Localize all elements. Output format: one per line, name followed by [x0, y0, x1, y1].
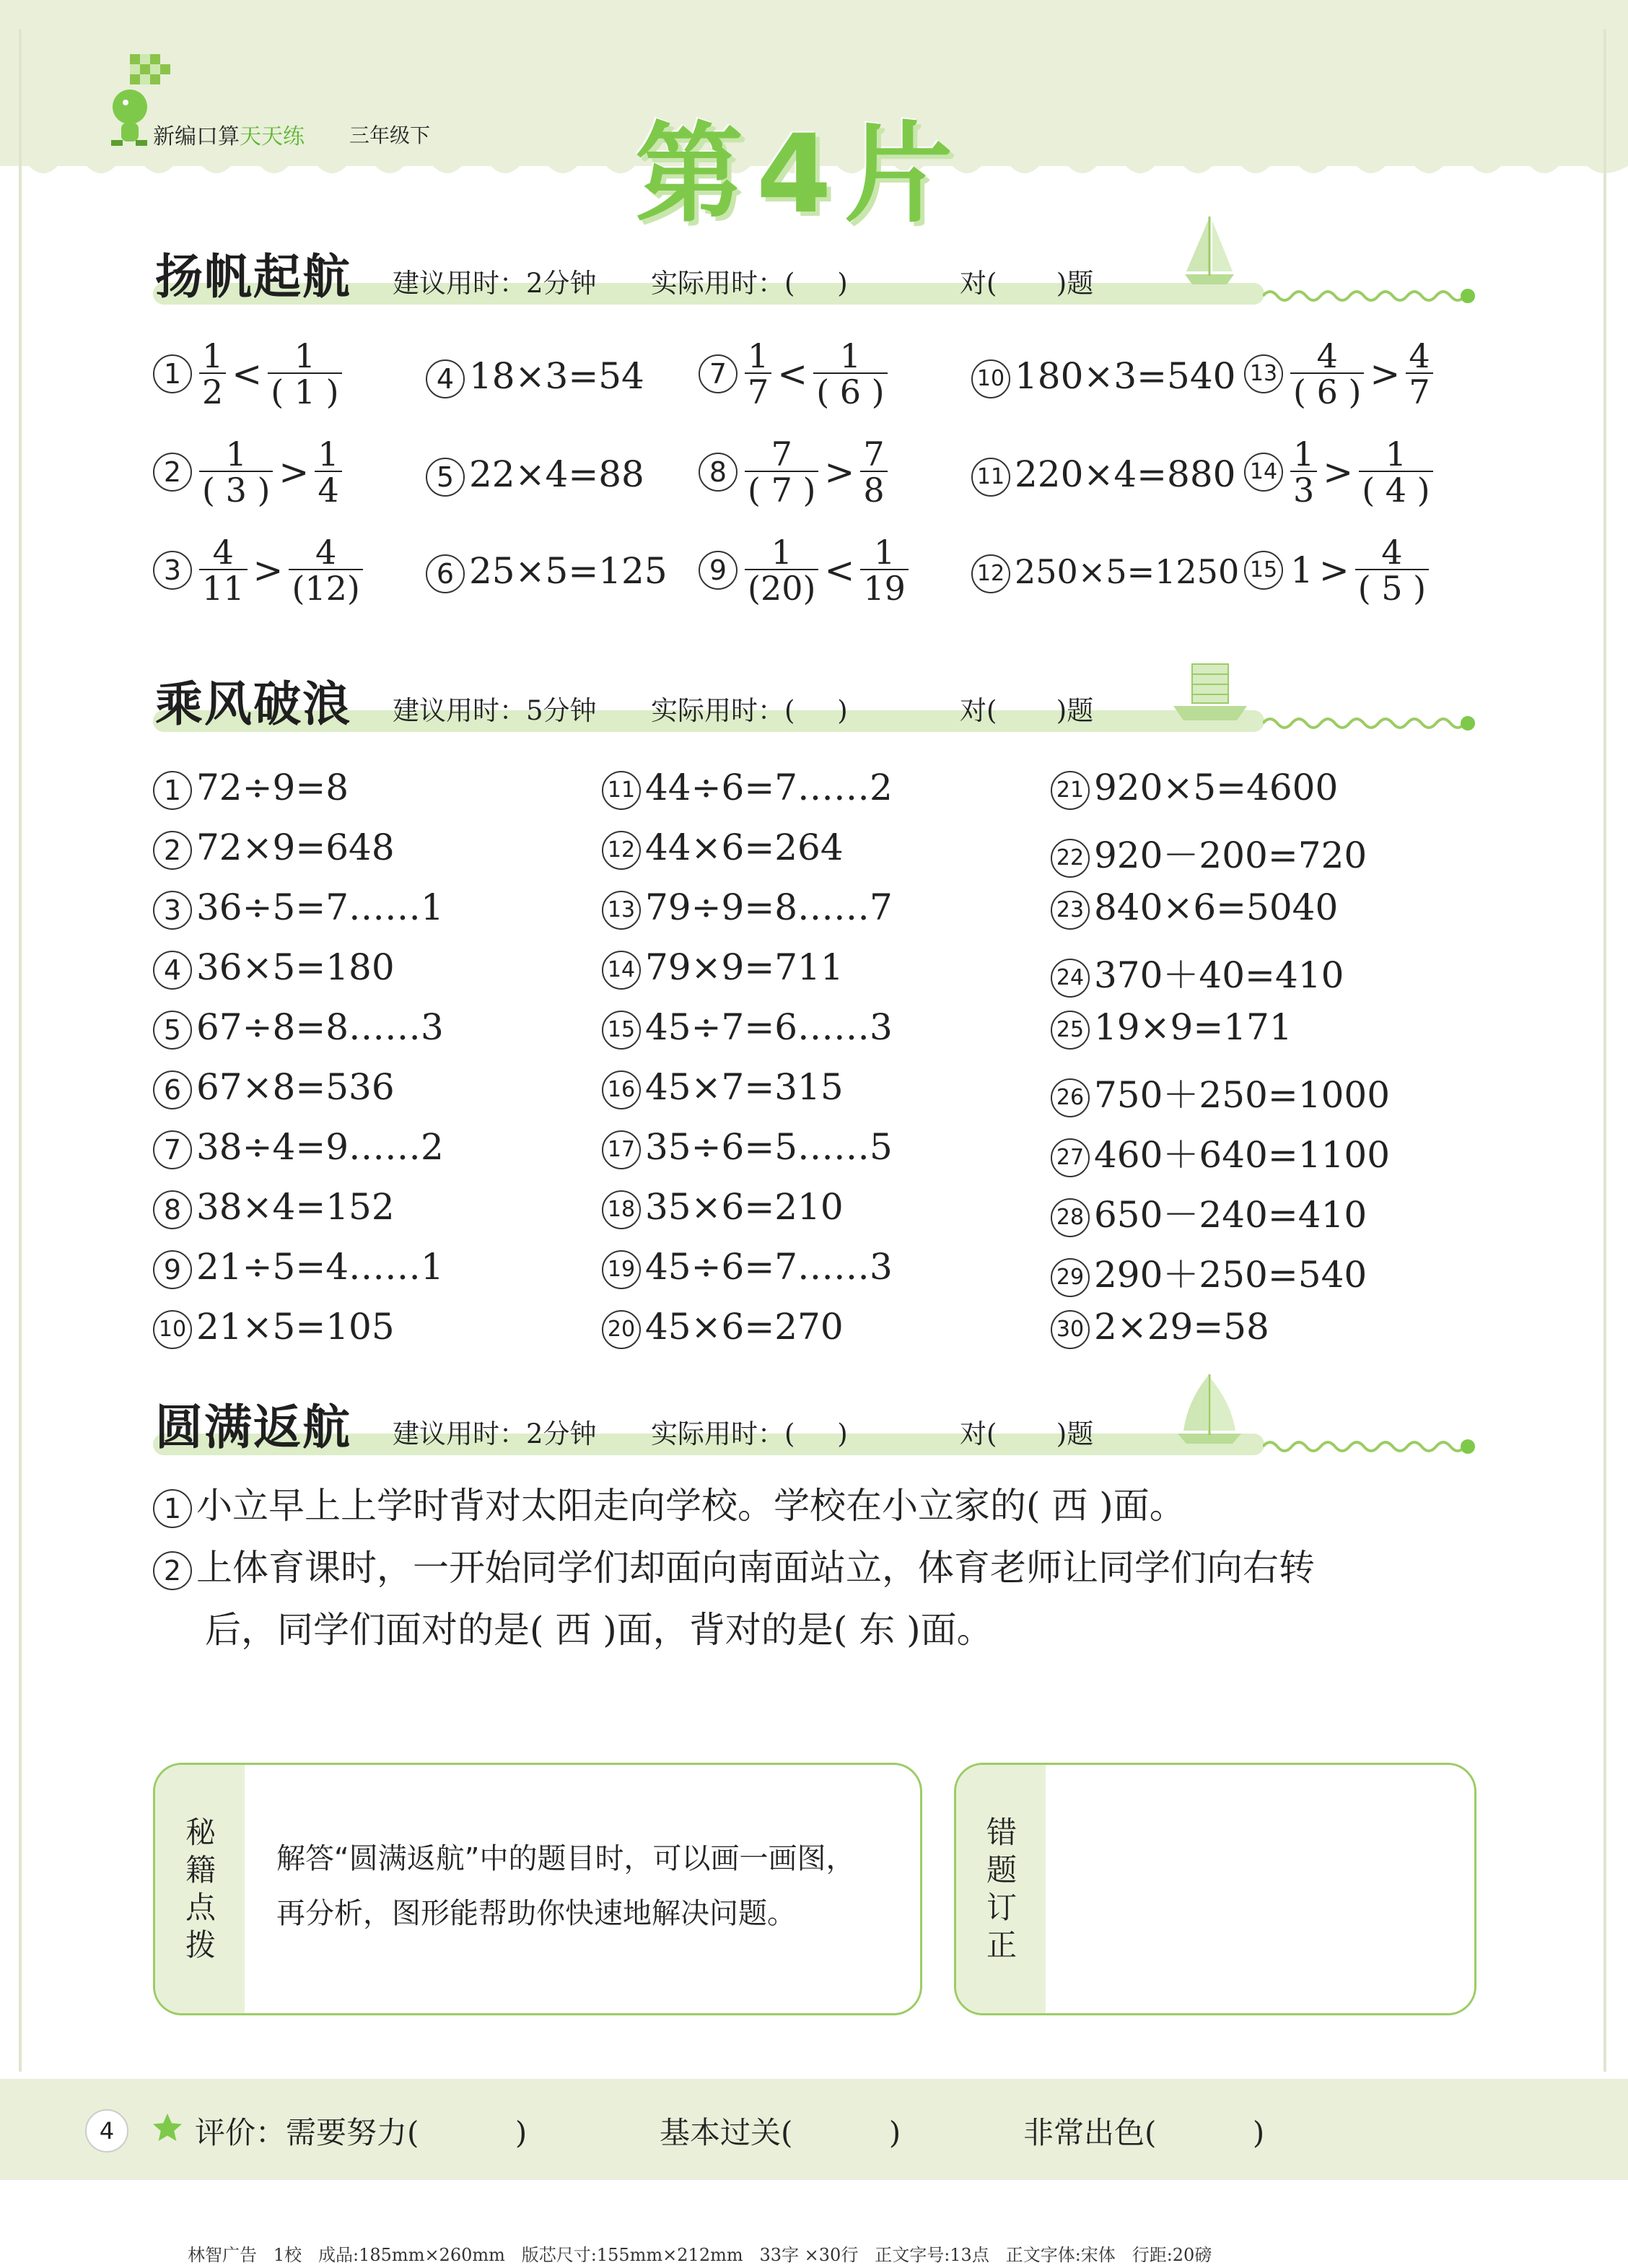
question-number: 20 [602, 1310, 641, 1349]
question-number: 7 [153, 1130, 192, 1169]
s2-q13 [602, 886, 893, 930]
question-number: 15 [602, 1011, 641, 1050]
fraction: $\frac{4}{( 6 )}$ [1290, 339, 1364, 409]
s2-q26 [1051, 1066, 1390, 1118]
expression: 45×6=270 [645, 1306, 844, 1348]
expression: 38×4=152 [196, 1186, 395, 1228]
s2-q24 [1051, 946, 1344, 998]
s1-q10 [971, 355, 1235, 398]
fraction: $\frac{1}{2}$ [199, 339, 226, 409]
question-number: 22 [1051, 839, 1090, 878]
question-number: 16 [602, 1070, 641, 1109]
page-frame-right [1603, 29, 1606, 2072]
s2-q12 [602, 826, 844, 870]
question-number: 7 [699, 354, 738, 393]
fraction: $\frac{1}{( 4 )}$ [1359, 437, 1432, 507]
corrections-box[interactable] [954, 1763, 1476, 2015]
fraction: $\frac{1}{( 3 )}$ [199, 437, 273, 507]
s1-q3: 3 $\frac{4}{11}$ > $\frac{4}{(12)}$ [153, 536, 366, 605]
fraction: $\frac{4}{11}$ [199, 536, 248, 605]
question-number: 9 [699, 551, 738, 590]
expression: 35÷6=5……5 [645, 1126, 893, 1168]
expression: 920－200=720 [1094, 834, 1367, 876]
expression: 45×7=315 [645, 1066, 844, 1108]
question-number: 17 [602, 1130, 641, 1169]
s2-q22 [1051, 826, 1367, 878]
s3-q2-line2: 后，同学们面对的是( 西 )面，背对的是( 东 )面。 [205, 1609, 993, 1651]
expression: 45÷6=7……3 [645, 1246, 893, 1288]
fraction: $\frac{1}{(20)}$ [745, 536, 818, 605]
s2-q4 [153, 946, 395, 990]
expression: 920×5=4600 [1094, 767, 1339, 808]
expression: 370＋40=410 [1094, 954, 1344, 996]
question-number: 5 [153, 1011, 192, 1050]
expression: 750＋250=1000 [1094, 1074, 1391, 1116]
section2-title: 乘风破浪 [155, 676, 351, 732]
question-number: 1 [153, 354, 192, 393]
section1-correct-count: 对( )题 [960, 268, 1094, 299]
s2-q1 [153, 767, 349, 810]
s1-q13: 13 $\frac{4}{( 6 )}$ > $\frac{4}{7}$ [1244, 339, 1436, 409]
fraction: $\frac{1}{7}$ [745, 339, 771, 409]
expression: 21×5=105 [196, 1306, 395, 1348]
question-number: 15 [1244, 551, 1283, 590]
s3-q1 [153, 1477, 1186, 1529]
s1-q8: 8 $\frac{7}{( 7 )}$ > $\frac{7}{8}$ [699, 437, 890, 507]
s2-q6 [153, 1066, 395, 1109]
rating-basic-pass[interactable]: 基本过关( ) [660, 2115, 901, 2150]
fraction: $\frac{7}{( 7 )}$ [745, 437, 818, 507]
question-number: 1 [153, 771, 192, 810]
question-number: 2 [153, 831, 192, 870]
expression: 35×6=210 [645, 1186, 844, 1228]
expression: 840×6=5040 [1094, 886, 1339, 928]
s2-q21 [1051, 767, 1338, 810]
s2-q2 [153, 826, 395, 870]
question-number: 11 [971, 458, 1010, 497]
section3-title: 圆满返航 [155, 1400, 351, 1455]
corrections-label: 错 题 订 正 [986, 1815, 1017, 1963]
s1-q2: 2 $\frac{1}{( 3 )}$ > $\frac{1}{4}$ [153, 437, 345, 507]
s2-q28 [1051, 1186, 1367, 1238]
star-icon [150, 2111, 185, 2145]
section3-correct-count: 对( )题 [960, 1418, 1094, 1449]
expression: 44÷6=7……2 [645, 767, 893, 808]
question-number: 2 [153, 1551, 192, 1590]
s2-q15 [602, 1006, 893, 1050]
section2-suggested-time: 建议用时：5分钟 [393, 695, 597, 726]
section3-wave [1263, 1434, 1479, 1460]
question-number: 6 [426, 554, 465, 593]
s2-q17 [602, 1126, 893, 1169]
question-number: 3 [153, 551, 192, 590]
expression: 2×29=58 [1094, 1306, 1269, 1348]
question-number: 30 [1051, 1310, 1090, 1349]
question-number: 14 [1244, 453, 1283, 492]
s2-q20 [602, 1306, 844, 1349]
expression: 19×9=171 [1094, 1006, 1292, 1048]
expression: 290＋250=540 [1094, 1254, 1367, 1296]
s2-q19 [602, 1246, 893, 1289]
question-number: 4 [426, 359, 465, 398]
s2-q30 [1051, 1306, 1269, 1349]
s2-q9 [153, 1246, 444, 1289]
question-number: 4 [153, 951, 192, 990]
expression: 79×9=711 [645, 946, 844, 988]
question-number: 27 [1051, 1138, 1090, 1177]
section1-suggested-time: 建议用时：2分钟 [393, 268, 597, 299]
section1-actual-time: 实际用时：( ) [651, 268, 848, 299]
s3-q2-line1 [153, 1539, 1315, 1591]
s1-q15: 15 1 > $\frac{4}{( 5 )}$ [1244, 536, 1432, 605]
s1-q9: 9 $\frac{1}{(20)}$ < $\frac{1}{19}$ [699, 536, 911, 605]
question-number: 9 [153, 1250, 192, 1289]
s2-q5 [153, 1006, 444, 1050]
question-number: 13 [1244, 354, 1283, 393]
sailboat-icon [1173, 1371, 1246, 1451]
rating-needs-effort[interactable]: 评价：需要努力( ) [195, 2115, 528, 2150]
fraction: $\frac{1}{19}$ [860, 536, 909, 605]
question-number: 10 [971, 359, 1010, 398]
expression: 25×5=125 [469, 550, 668, 592]
tips-label: 秘 籍 点 拨 [185, 1815, 216, 1963]
s1-q5 [426, 453, 644, 497]
question-text: 上体育课时，一开始同学们却面向南面站立，体育老师让同学们向右转 [196, 1547, 1315, 1589]
expression: 250×5=1250 [1015, 552, 1240, 591]
section3-actual-time: 实际用时：( ) [651, 1418, 848, 1449]
tips-line1: 解答“圆满返航”中的题目时，可以画一画图， [276, 1842, 855, 1875]
expression: 21÷5=4……1 [196, 1246, 444, 1288]
fraction: $\frac{1}{3}$ [1290, 437, 1317, 507]
question-number: 6 [153, 1070, 192, 1109]
expression: 67×8=536 [196, 1066, 395, 1108]
s2-q3 [153, 886, 444, 930]
s2-q23 [1051, 886, 1338, 930]
s2-q29 [1051, 1246, 1367, 1298]
sailboat-icon [1181, 214, 1238, 293]
expression: 72÷9=8 [196, 767, 349, 808]
question-number: 14 [602, 951, 641, 990]
expression: 460＋640=1100 [1094, 1134, 1391, 1176]
question-number: 12 [971, 554, 1010, 593]
question-number: 25 [1051, 1011, 1090, 1050]
question-number: 24 [1051, 959, 1090, 998]
question-number: 21 [1051, 771, 1090, 810]
brand-highlight: 天天练 [240, 124, 305, 149]
grade-label: 三年级下 [349, 123, 431, 147]
page-frame-left [19, 29, 22, 2072]
junk-boat-icon [1170, 657, 1250, 729]
s2-q18 [602, 1186, 844, 1229]
expression: 220×4=880 [1015, 453, 1236, 495]
page-title: 第4片 [635, 112, 966, 237]
s2-q8 [153, 1186, 395, 1229]
question-number: 2 [153, 453, 192, 492]
question-number: 19 [602, 1250, 641, 1289]
s1-q14: 14 $\frac{1}{3}$ > $\frac{1}{( 4 )}$ [1244, 437, 1436, 507]
tips-text [276, 1831, 854, 1941]
s2-q25 [1051, 1006, 1292, 1050]
s2-q11 [602, 767, 893, 810]
brand-prefix: 新编口算 [153, 124, 240, 149]
s1-q12 [971, 550, 1239, 593]
question-number: 29 [1051, 1258, 1090, 1297]
fraction: $\frac{4}{( 5 )}$ [1355, 536, 1429, 605]
s1-q4 [426, 355, 644, 398]
question-number: 10 [153, 1310, 192, 1349]
tips-box [153, 1763, 922, 2015]
question-number: 26 [1051, 1078, 1090, 1117]
expression: 67÷8=8……3 [196, 1006, 444, 1048]
question-number: 28 [1051, 1198, 1090, 1237]
section1-wave [1263, 283, 1479, 309]
question-number: 13 [602, 891, 641, 930]
s1-q11 [971, 453, 1235, 497]
expression: 38÷4=9……2 [196, 1126, 444, 1168]
expression: 72×9=648 [196, 826, 395, 868]
expression: 650－240=410 [1094, 1194, 1367, 1236]
question-number: 1 [153, 1489, 192, 1528]
expression: 36×5=180 [196, 946, 395, 988]
page-number: 4 [85, 2109, 128, 2153]
question-text: 小立早上上学时背对太阳走向学校。学校在小立家的( 西 )面。 [196, 1485, 1186, 1527]
section2-actual-time: 实际用时：( ) [651, 695, 848, 726]
fraction: $\frac{1}{( 1 )}$ [268, 339, 341, 409]
question-number: 11 [602, 771, 641, 810]
print-info: 林智广告 1校 成品:185mm×260mm 版芯尺寸:155mm×212mm 33字 ×30行 正文字号:13点 正文字体:宋体 行距:20磅 [188, 2245, 1212, 2265]
s2-q27 [1051, 1126, 1390, 1178]
s2-q16 [602, 1066, 844, 1109]
expression: 18×3=54 [469, 355, 644, 397]
fraction: $\frac{7}{8}$ [860, 437, 887, 507]
question-number: 8 [699, 453, 738, 492]
s1-q7: 7 $\frac{1}{7}$ < $\frac{1}{( 6 )}$ [699, 339, 890, 409]
s1-q6 [426, 550, 668, 593]
question-number: 5 [426, 458, 465, 497]
expression: 79÷9=8……7 [645, 886, 893, 928]
section1-title: 扬帆起航 [155, 249, 351, 305]
expression: 45÷7=6……3 [645, 1006, 893, 1048]
rating-excellent[interactable]: 非常出色( ) [1023, 2115, 1265, 2150]
section3-suggested-time: 建议用时：2分钟 [393, 1418, 597, 1449]
expression: 44×6=264 [645, 826, 844, 868]
question-number: 8 [153, 1190, 192, 1229]
section2-wave [1263, 710, 1479, 736]
expression: 180×3=540 [1015, 355, 1236, 397]
s2-q14 [602, 946, 844, 990]
s2-q7 [153, 1126, 444, 1169]
expression: 36÷5=7……1 [196, 886, 444, 928]
question-number: 23 [1051, 891, 1090, 930]
fraction: $\frac{1}{( 6 )}$ [813, 339, 887, 409]
expression: 22×4=88 [469, 453, 644, 495]
fraction: $\frac{4}{(12)}$ [289, 536, 362, 605]
brand-title [153, 118, 305, 150]
question-number: 3 [153, 891, 192, 930]
s1-q1: 1 $\frac{1}{2}$ < $\frac{1}{( 1 )}$ [153, 339, 345, 409]
fraction: $\frac{4}{7}$ [1406, 339, 1432, 409]
s2-q10 [153, 1306, 395, 1349]
fraction: $\frac{1}{4}$ [315, 437, 341, 507]
question-number: 18 [602, 1190, 641, 1229]
section2-correct-count: 对( )题 [960, 695, 1094, 726]
tips-line2: 再分析，图形能帮助你快速地解决问题。 [276, 1897, 796, 1930]
question-number: 12 [602, 831, 641, 870]
